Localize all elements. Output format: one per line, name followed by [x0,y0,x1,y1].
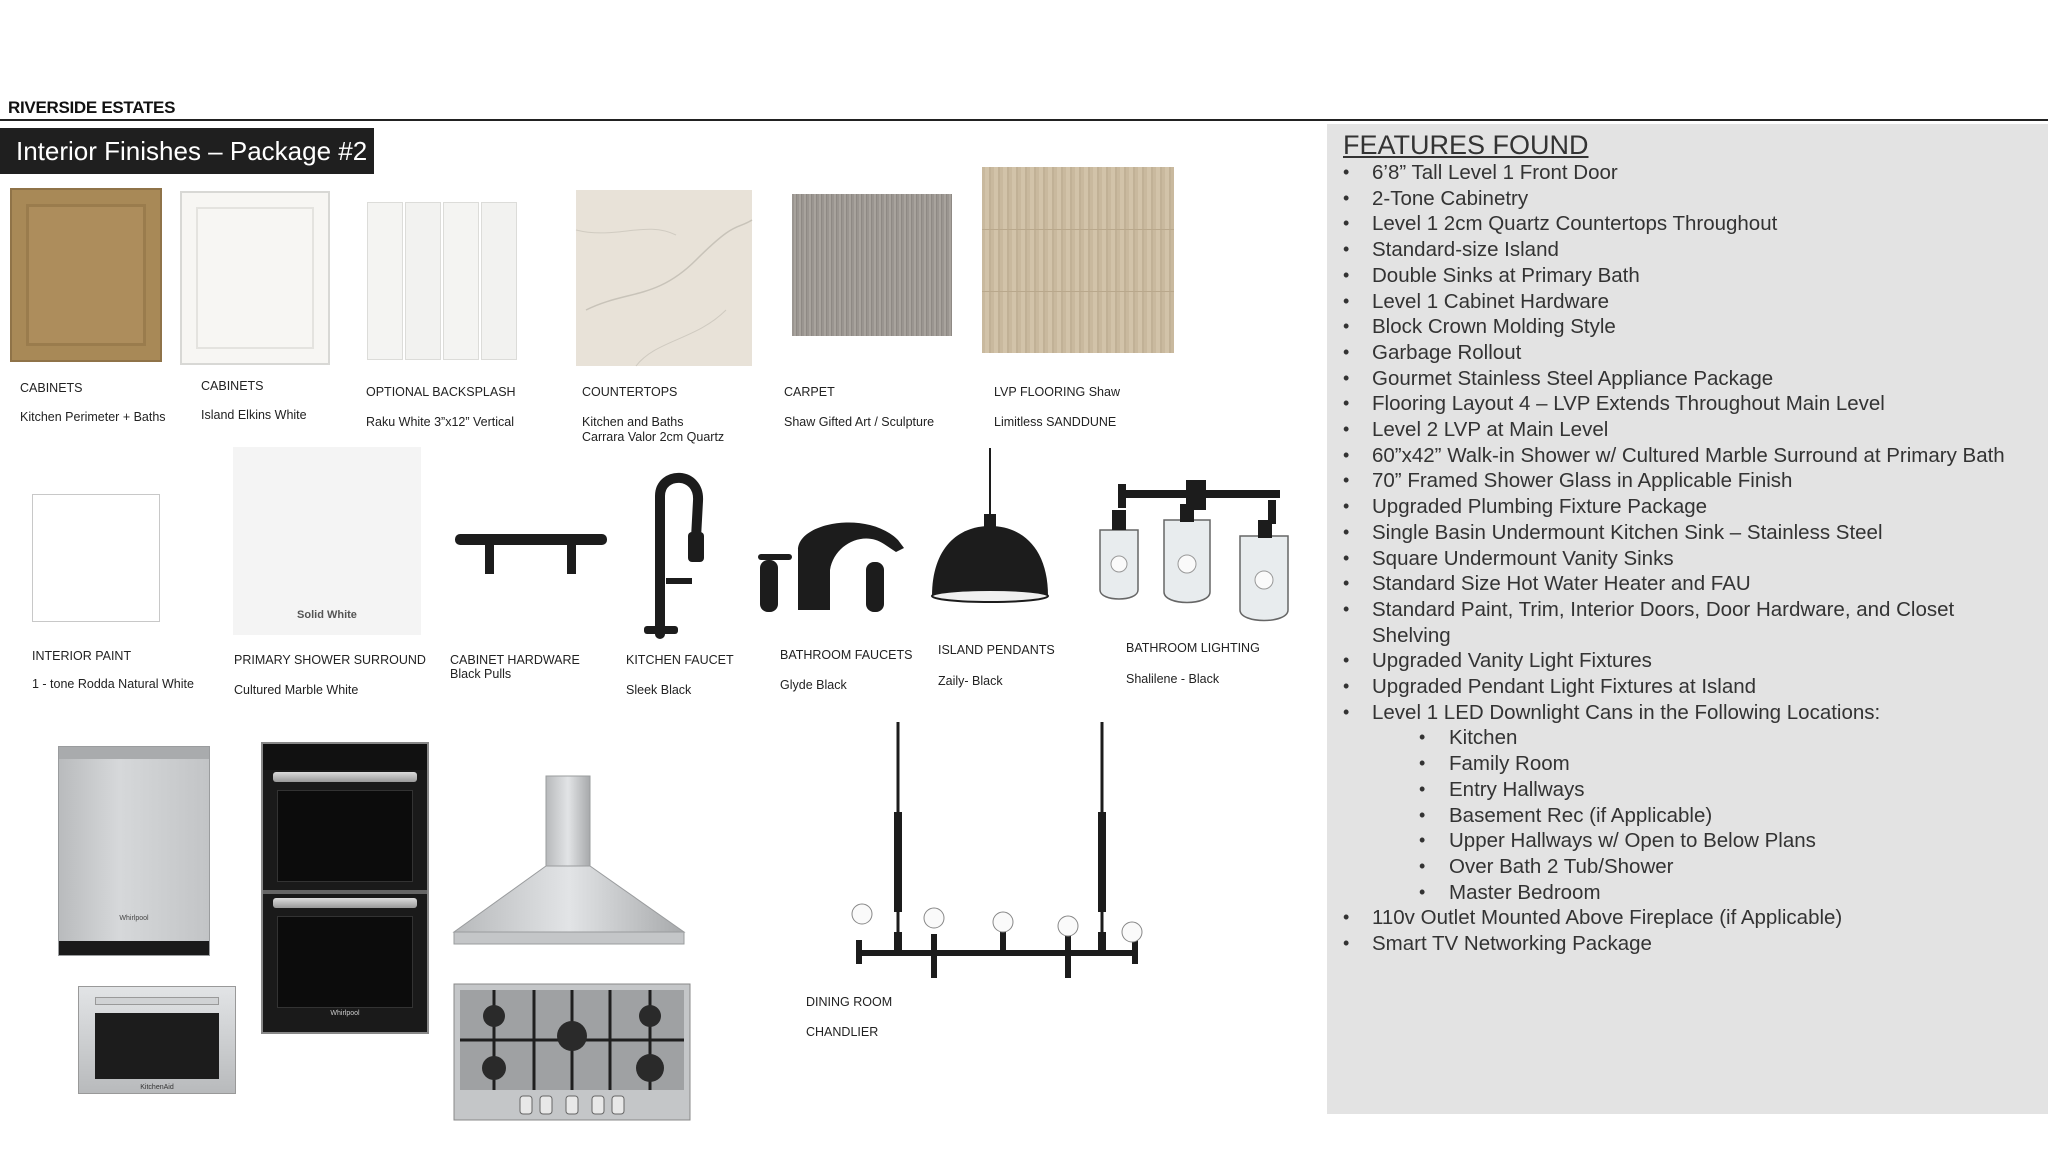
finish-detail-cabinets-island: Island Elkins White [201,408,307,422]
feature-item: • 60”x42” Walk-in Shower w/ Cultured Marble Surround at Primary Bath [1343,443,2033,469]
feature-item: • Standard Paint, Trim, Interior Doors, Door Hardware, and Closet Shelving [1343,597,2033,648]
feature-item: • Upgraded Vanity Light Fixtures [1343,648,2033,674]
finish-label-interior-paint: INTERIOR PAINT [32,649,132,663]
feature-item: • Block Crown Molding Style [1343,314,2033,340]
shower-surround-swatch [233,447,421,635]
finish-detail-countertops: Kitchen and Baths [582,415,684,429]
finish-detail-island-pendants: Zaily- Black [938,674,1003,688]
feature-item: • Smart TV Networking Package [1343,931,2033,957]
feature-sub-item: • Basement Rec (if Applicable) [1343,803,2033,829]
finish-label-lvp: LVP FLOORING Shaw [994,385,1120,399]
finish-label-kitchen-faucet: KITCHEN FAUCET [626,653,734,667]
feature-sub-item: • Over Bath 2 Tub/Shower [1343,854,2033,880]
feature-item: • Upgraded Pendant Light Fixtures at Island [1343,674,2033,700]
interior-paint-swatch [32,494,160,622]
finish-label-bathroom-faucets: BATHROOM FAUCETS [780,648,913,662]
finish-label-cabinet-hardware: CABINET HARDWARE [450,653,580,667]
backsplash-swatch [367,202,517,360]
feature-item: • 70” Framed Shower Glass in Applicable Finish [1343,468,2033,494]
finish-detail-interior-paint: 1 - tone Rodda Natural White [32,677,194,691]
double-wall-oven-image [261,742,429,1034]
feature-item: • Flooring Layout 4 – LVP Extends Throughout Main Level [1343,391,2033,417]
finish-label-countertops: COUNTERTOPS [582,385,678,399]
range-hood-icon [452,776,686,948]
package-title: Interior Finishes – Package #2 [0,128,374,174]
dishwasher-image [58,746,210,956]
cabinet-pull-icon [455,530,607,580]
finish-detail-shower-surround: Cultured Marble White [234,683,359,697]
shower-surround-swatch-text: Solid White [297,609,357,621]
finish-label-shower-surround: PRIMARY SHOWER SURROUND [234,653,426,667]
finish-label-dining-room: DINING ROOM [806,995,893,1009]
microwave-drawer-image [78,986,236,1094]
finish-detail-bathroom-faucets: Glyde Black [780,678,847,692]
finish-detail-dining-room: CHANDLIER [806,1025,879,1039]
features-list [1343,160,2033,957]
feature-item: • Standard-size Island [1343,237,2033,263]
feature-item: • 6’8” Tall Level 1 Front Door [1343,160,2033,186]
finish-detail2-countertops: Carrara Valor 2cm Quartz [582,430,725,444]
feature-sub-item: • Entry Hallways [1343,777,2033,803]
feature-item: • Level 1 2cm Quartz Countertops Throughout [1343,211,2033,237]
finish-detail-carpet: Shaw Gifted Art / Sculpture [784,415,935,429]
feature-item: • Gourmet Stainless Steel Appliance Package [1343,366,2033,392]
finish-label-cabinets-island: CABINETS [201,379,264,393]
feature-item: • 2-Tone Cabinetry [1343,186,2033,212]
finish-label-backsplash: OPTIONAL BACKSPLASH [366,385,516,399]
island-pendant-icon [928,448,1052,608]
feature-item: • Level 2 LVP at Main Level [1343,417,2033,443]
finish-detail-cabinet-hardware: Black Pulls [450,667,512,681]
brand-name: RIVERSIDE ESTATES [8,98,176,117]
feature-item: • Double Sinks at Primary Bath [1343,263,2033,289]
feature-item: • Upgraded Plumbing Fixture Package [1343,494,2033,520]
feature-item: • Level 1 Cabinet Hardware [1343,289,2033,315]
bathroom-vanity-light-icon [1092,480,1298,628]
kitchen-faucet-icon [630,466,710,634]
feature-item: • 110v Outlet Mounted Above Fireplace (if Applicable) [1343,905,2033,931]
finish-label-cabinets: CABINETS [20,381,83,395]
bathroom-faucet-icon [758,510,908,615]
feature-sub-item: • Family Room [1343,751,2033,777]
carpet-swatch [792,194,952,336]
lvp-flooring-swatch [982,167,1174,353]
dining-chandelier-icon [846,722,1146,982]
feature-sub-item: • Master Bedroom [1343,880,2033,906]
finish-detail-backsplash: Raku White 3”x12” Vertical [366,415,514,429]
feature-item: • Garbage Rollout [1343,340,2033,366]
feature-sub-item: • Upper Hallways w/ Open to Below Plans [1343,828,2033,854]
feature-item: • Square Undermount Vanity Sinks [1343,546,2033,572]
header-divider [0,119,2048,121]
features-title: FEATURES FOUND [1343,130,1589,160]
finish-detail-lvp: Limitless SANDDUNE [994,415,1117,429]
gas-cooktop-icon [454,984,690,1120]
dishwasher-brand: Whirlpool [119,915,149,922]
feature-item: • Single Basin Undermount Kitchen Sink – Stainless Steel [1343,520,2033,546]
oven-brand: Whirlpool [330,1010,360,1017]
cabinet-island-swatch [180,191,330,365]
finish-label-bathroom-lighting: BATHROOM LIGHTING [1126,641,1260,655]
finish-label-carpet: CARPET [784,385,835,399]
finish-detail-bathroom-lighting: Shalilene - Black [1126,672,1220,686]
finish-detail-cabinets: Kitchen Perimeter + Baths [20,410,166,424]
feature-item: • Level 1 LED Downlight Cans in the Following Locations: [1343,700,2033,726]
countertop-swatch [576,190,752,366]
feature-item: • Standard Size Hot Water Heater and FAU [1343,571,2033,597]
cabinet-perimeter-swatch [10,188,162,362]
feature-sub-item: • Kitchen [1343,725,2033,751]
finish-detail-kitchen-faucet: Sleek Black [626,683,692,697]
microwave-brand: KitchenAid [140,1084,174,1091]
finish-label-island-pendants: ISLAND PENDANTS [938,643,1055,657]
